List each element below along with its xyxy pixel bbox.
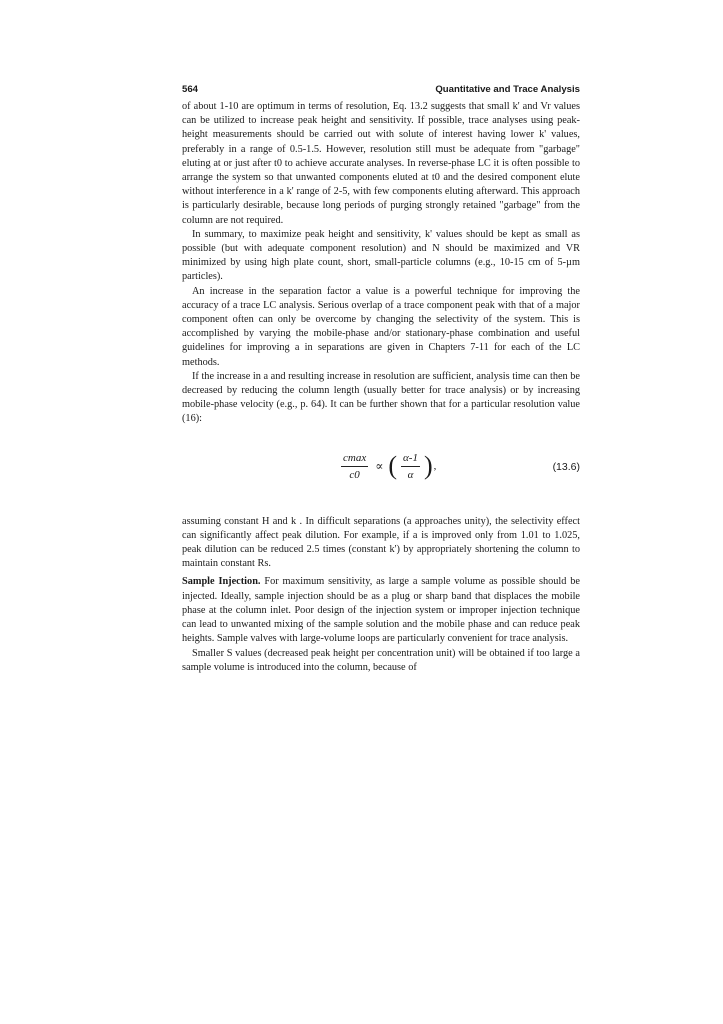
open-paren: ( <box>388 451 398 481</box>
paragraph-last: Smaller S values (decreased peak height per concentration unit) will be obtained if too large a sample volume is introduced into the column, because of <box>182 647 580 673</box>
sample-injection-text: For maximum sensitivity, as large a sample volume as possible should be injected. Ideally, sample injection should be as a plug or sharp band that displaces the mobile phase at the column inlet. Poor design of the injection system or improper injection technique can lead to unwanted mixing of the sample solution and the mobile phase and can reduce peak heights. Sample valves with large-volume loops are particularly convenient for trace analysis. <box>182 576 580 645</box>
rhs-fraction <box>401 451 420 482</box>
paragraph-2: In summary, to maximize peak height and sensitivity, k' values should be kept as small as possible (but with adequate component resolution) and N should be maximized and VR minimized by using high plate count, short, small-particle columns (e.g., 10-15 cm of 5-µm particles). <box>182 228 580 283</box>
rhs-denominator: α <box>407 468 414 481</box>
paragraph-after-equation: assuming constant H and k . In difficult separations (a approaches unity), the selectivity effect can significantly affect peak dilution. For example, if a is improved only from 1.01 to 1.025, peak dilution can be reduced 2.5 times (constant k') by appropriately shortening the column to maintain constant Rs. <box>182 515 580 570</box>
paragraph-3: An increase in the separation factor a value is a powerful technique for improving the accuracy of a trace LC analysis. Serious overlap of a trace component peak with that of a major component often can only be overcome by changing the selectivity of the system. This is accomplished by varying the mobile-phase and/or stationary-phase combination and useful guidelines for improving a in separations are given in Chapters 7-11 for each of the LC methods. <box>182 285 580 368</box>
lhs-fraction <box>341 451 368 482</box>
sample-injection-paragraph <box>182 575 580 646</box>
running-header <box>182 84 580 96</box>
proportional-symbol: ∝ <box>375 459 384 474</box>
equation-number: (13.6) <box>552 460 580 473</box>
close-paren: ) <box>423 451 433 481</box>
equation-body <box>338 451 436 482</box>
book-page <box>182 84 580 675</box>
running-title: Quantitative and Trace Analysis <box>435 84 580 95</box>
lhs-numerator: cmax <box>341 451 368 467</box>
rhs-numerator: α-1 <box>401 451 420 467</box>
equation-comma: , <box>433 460 437 473</box>
paragraph-4: If the increase in a and resulting increase in resolution are sufficient, analysis time can then be decreased by reducing the column length (usually better for trace analysis) or by increasing mobile-phase velocity (e.g., p. 64). It can be further shown that for a particular resolution value (16): <box>182 370 580 425</box>
page-number: 564 <box>182 84 199 95</box>
lhs-denominator: c0 <box>349 468 360 481</box>
section-heading: Sample Injection. <box>182 576 261 588</box>
equation-13-6 <box>182 447 580 499</box>
paragraph-1: of about 1-10 are optimum in terms of resolution, Eq. 13.2 suggests that small k' and Vr values can be utilized to increase peak height and sensitivity. If possible, trace analyses using peak-height measurements should be carried out with solute of interest having lower k' values, preferably in a range of 0.5-1.5. However, resolution still must be adequate from "garbage" eluting at or just after t0 to achieve accurate analyses. In reverse-phase LC it is often possible to arrange the system so that unwanted components eluted at t0 and the desired component elute without interference in a k' range of 2-5, with few components eluting afterward. This approach is particularly desirable, because long periods of purging strongly retained "garbage" from the column are not required. <box>182 101 580 226</box>
